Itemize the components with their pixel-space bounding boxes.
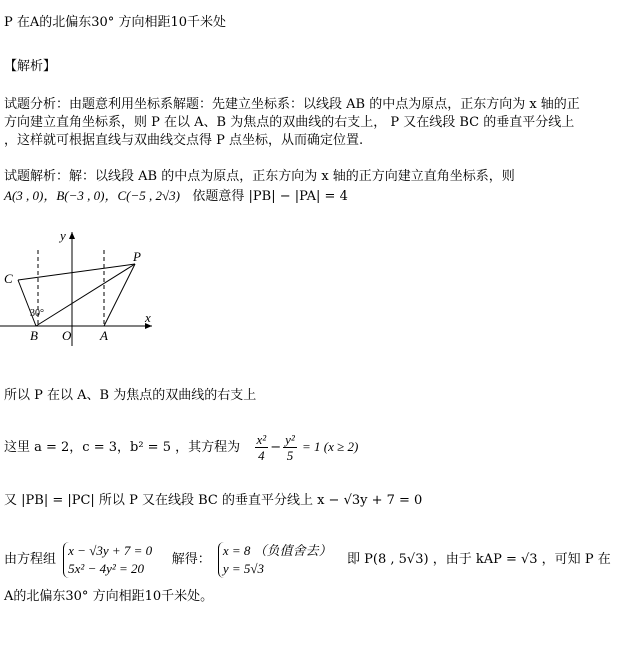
system-prefix: 由方程组: [4, 552, 57, 567]
point-p-label: P: [133, 249, 141, 264]
analysis-text-3: ，这样就可根据直线与双曲线交点得 P 点坐标，从而确定位置.: [4, 133, 364, 148]
solution-eq-2: y = 5√3: [222, 560, 265, 576]
fraction-x: [255, 432, 269, 463]
solution-eq-1: x = 8 （负值舍去）: [222, 542, 332, 558]
solution-system: [218, 542, 332, 578]
fraction-x-num: x²: [256, 432, 267, 447]
equation-system: [63, 542, 152, 578]
solution-text-1: 试题解析：解：以线段 AB 的中点为原点，正东方向为 x 轴的正方向建立直角坐标系，则: [4, 169, 515, 184]
x-axis-label: x: [145, 310, 151, 325]
conclusion-hyperbola: 所以 P 在以 A、B 为焦点的双曲线的右支上: [4, 388, 257, 403]
condition: 依题意得 |PB| − |PA| = 4: [192, 189, 348, 204]
point-b-label: B: [30, 328, 38, 343]
fraction-x-den: 4: [258, 448, 265, 463]
origin-label: O: [62, 328, 72, 343]
params-text: 这里 a = 2，c = 3，b² = 5 ，其方程为: [4, 440, 241, 455]
system-eq-2: 5x² − 4y² = 20: [68, 560, 145, 576]
y-axis-label: y: [60, 228, 66, 243]
analysis-text-2: 方向建立直角坐标系，则 P 在以 A、B 为焦点的双曲线的右支上， P 又在线段 BC 的垂直平分线上: [4, 115, 575, 130]
angle-label: 30°: [30, 308, 44, 319]
system-line: [4, 540, 611, 580]
fraction-y: [283, 432, 297, 463]
system-eq-1: x − √3y + 7 = 0: [68, 542, 153, 558]
hyperbola-equation-line: 这里 a = 2，c = 3，b² = 5 ，其方程为 $\frac{\text{x²}}{4}$ − $\frac{\text{y²}}{5}$ = 1 (x ≥ 2): [4, 432, 359, 463]
fraction-y-num: y²: [285, 432, 295, 447]
answer-line: P 在A的北偏东30° 方向相距10千米处: [4, 15, 226, 30]
analysis-text-1: 试题分析：由题意利用坐标系解题：先建立坐标系：以线段 AB 的中点为原点，正东方向为 x 轴的正: [4, 97, 580, 112]
final-answer: A的北偏东30° 方向相距10千米处。: [4, 589, 214, 604]
solution-text-2: [4, 187, 348, 206]
analysis-heading: 【解析】: [4, 59, 57, 74]
coordinates: A(3 , 0)，B(−3 , 0)，C(−5 , 2√3): [4, 188, 180, 203]
equation-rest: = 1 (x ≥ 2): [298, 439, 359, 454]
result-text: 即 P(8 , 5√3) ，由于 kAP = √3 ，可知 P 在: [347, 552, 611, 567]
coordinate-figure: [0, 228, 170, 348]
fraction-y-den: 5: [286, 448, 294, 463]
point-c-label: C: [4, 271, 13, 286]
bisector-line: 又 |PB| = |PC| 所以 P 又在线段 BC 的垂直平分线上 x − √3y + 7 = 0: [4, 493, 423, 508]
point-a-label: A: [100, 328, 108, 343]
solve-label: 解得：: [171, 552, 211, 567]
